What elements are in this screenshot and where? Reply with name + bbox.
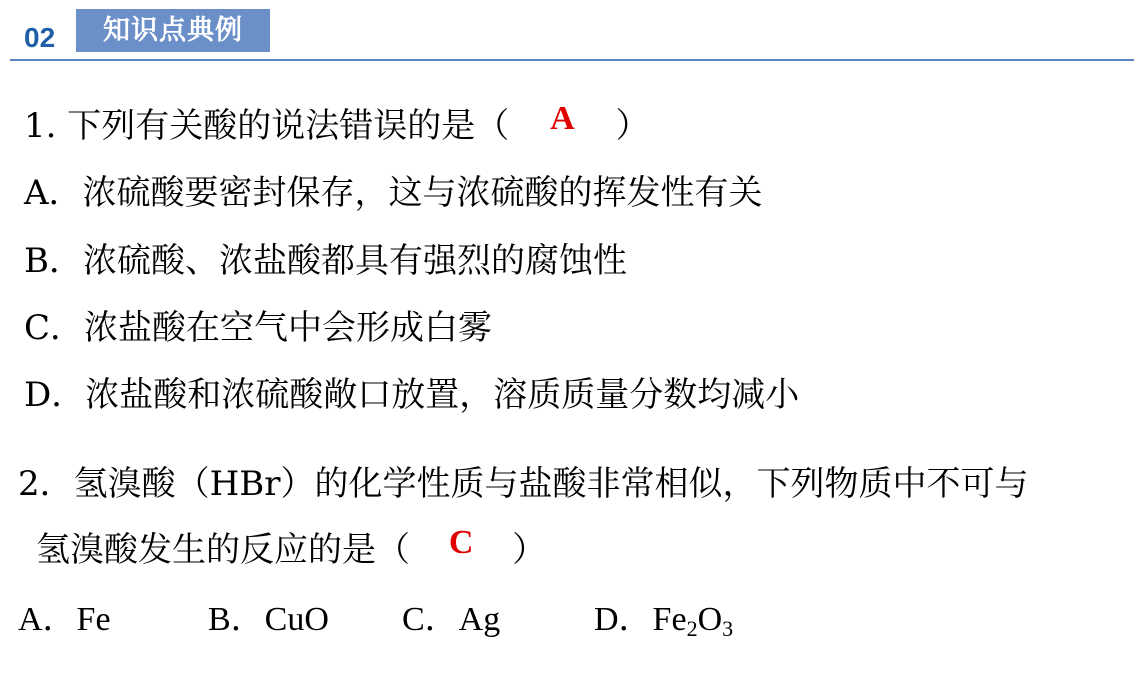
question-2-stem-line-2 xyxy=(36,524,547,573)
question-2-option-c: C．Ag xyxy=(402,601,501,638)
option-d-formula-prefix: D．Fe xyxy=(594,601,687,638)
option-d-formula-mid: O xyxy=(697,601,723,638)
question-1-option-b: B．浓硫酸、浓盐酸都具有强烈的腐蚀性 xyxy=(24,241,627,281)
question-1-option-a: A．浓硫酸要密封保存，这与浓硫酸的挥发性有关 xyxy=(24,173,763,213)
header-divider xyxy=(10,59,1134,61)
question-2-stem-text: 氢溴酸发生的反应的是（ xyxy=(36,530,410,570)
question-2-stem-line-1: 2．氢溴酸（HBr）的化学性质与盐酸非常相似，下列物质中不可与 xyxy=(18,464,1029,504)
question-1-option-c: C．浓盐酸在空气中会形成白雾 xyxy=(24,308,493,348)
question-1-option-d: D．浓盐酸和浓硫酸敞口放置，溶质质量分数均减小 xyxy=(24,375,800,415)
question-2-option-a: A．Fe xyxy=(18,601,111,638)
question-1-stem xyxy=(24,100,650,149)
question-1-stem-close: ） xyxy=(615,106,650,146)
question-1-stem-text: 1. 下列有关酸的说法错误的是（ xyxy=(24,106,510,146)
option-d-subscript-2: 3 xyxy=(722,616,734,641)
question-2-answer: C xyxy=(448,524,474,561)
question-2-stem-close: ） xyxy=(512,530,547,570)
question-2-option-d xyxy=(594,598,733,642)
question-1-answer: A xyxy=(550,100,575,137)
section-title: 知识点典例 xyxy=(76,9,270,52)
section-number: 02 xyxy=(24,22,56,53)
question-2-option-b: B．CuO xyxy=(208,601,329,638)
option-d-subscript-1: 2 xyxy=(686,616,698,641)
